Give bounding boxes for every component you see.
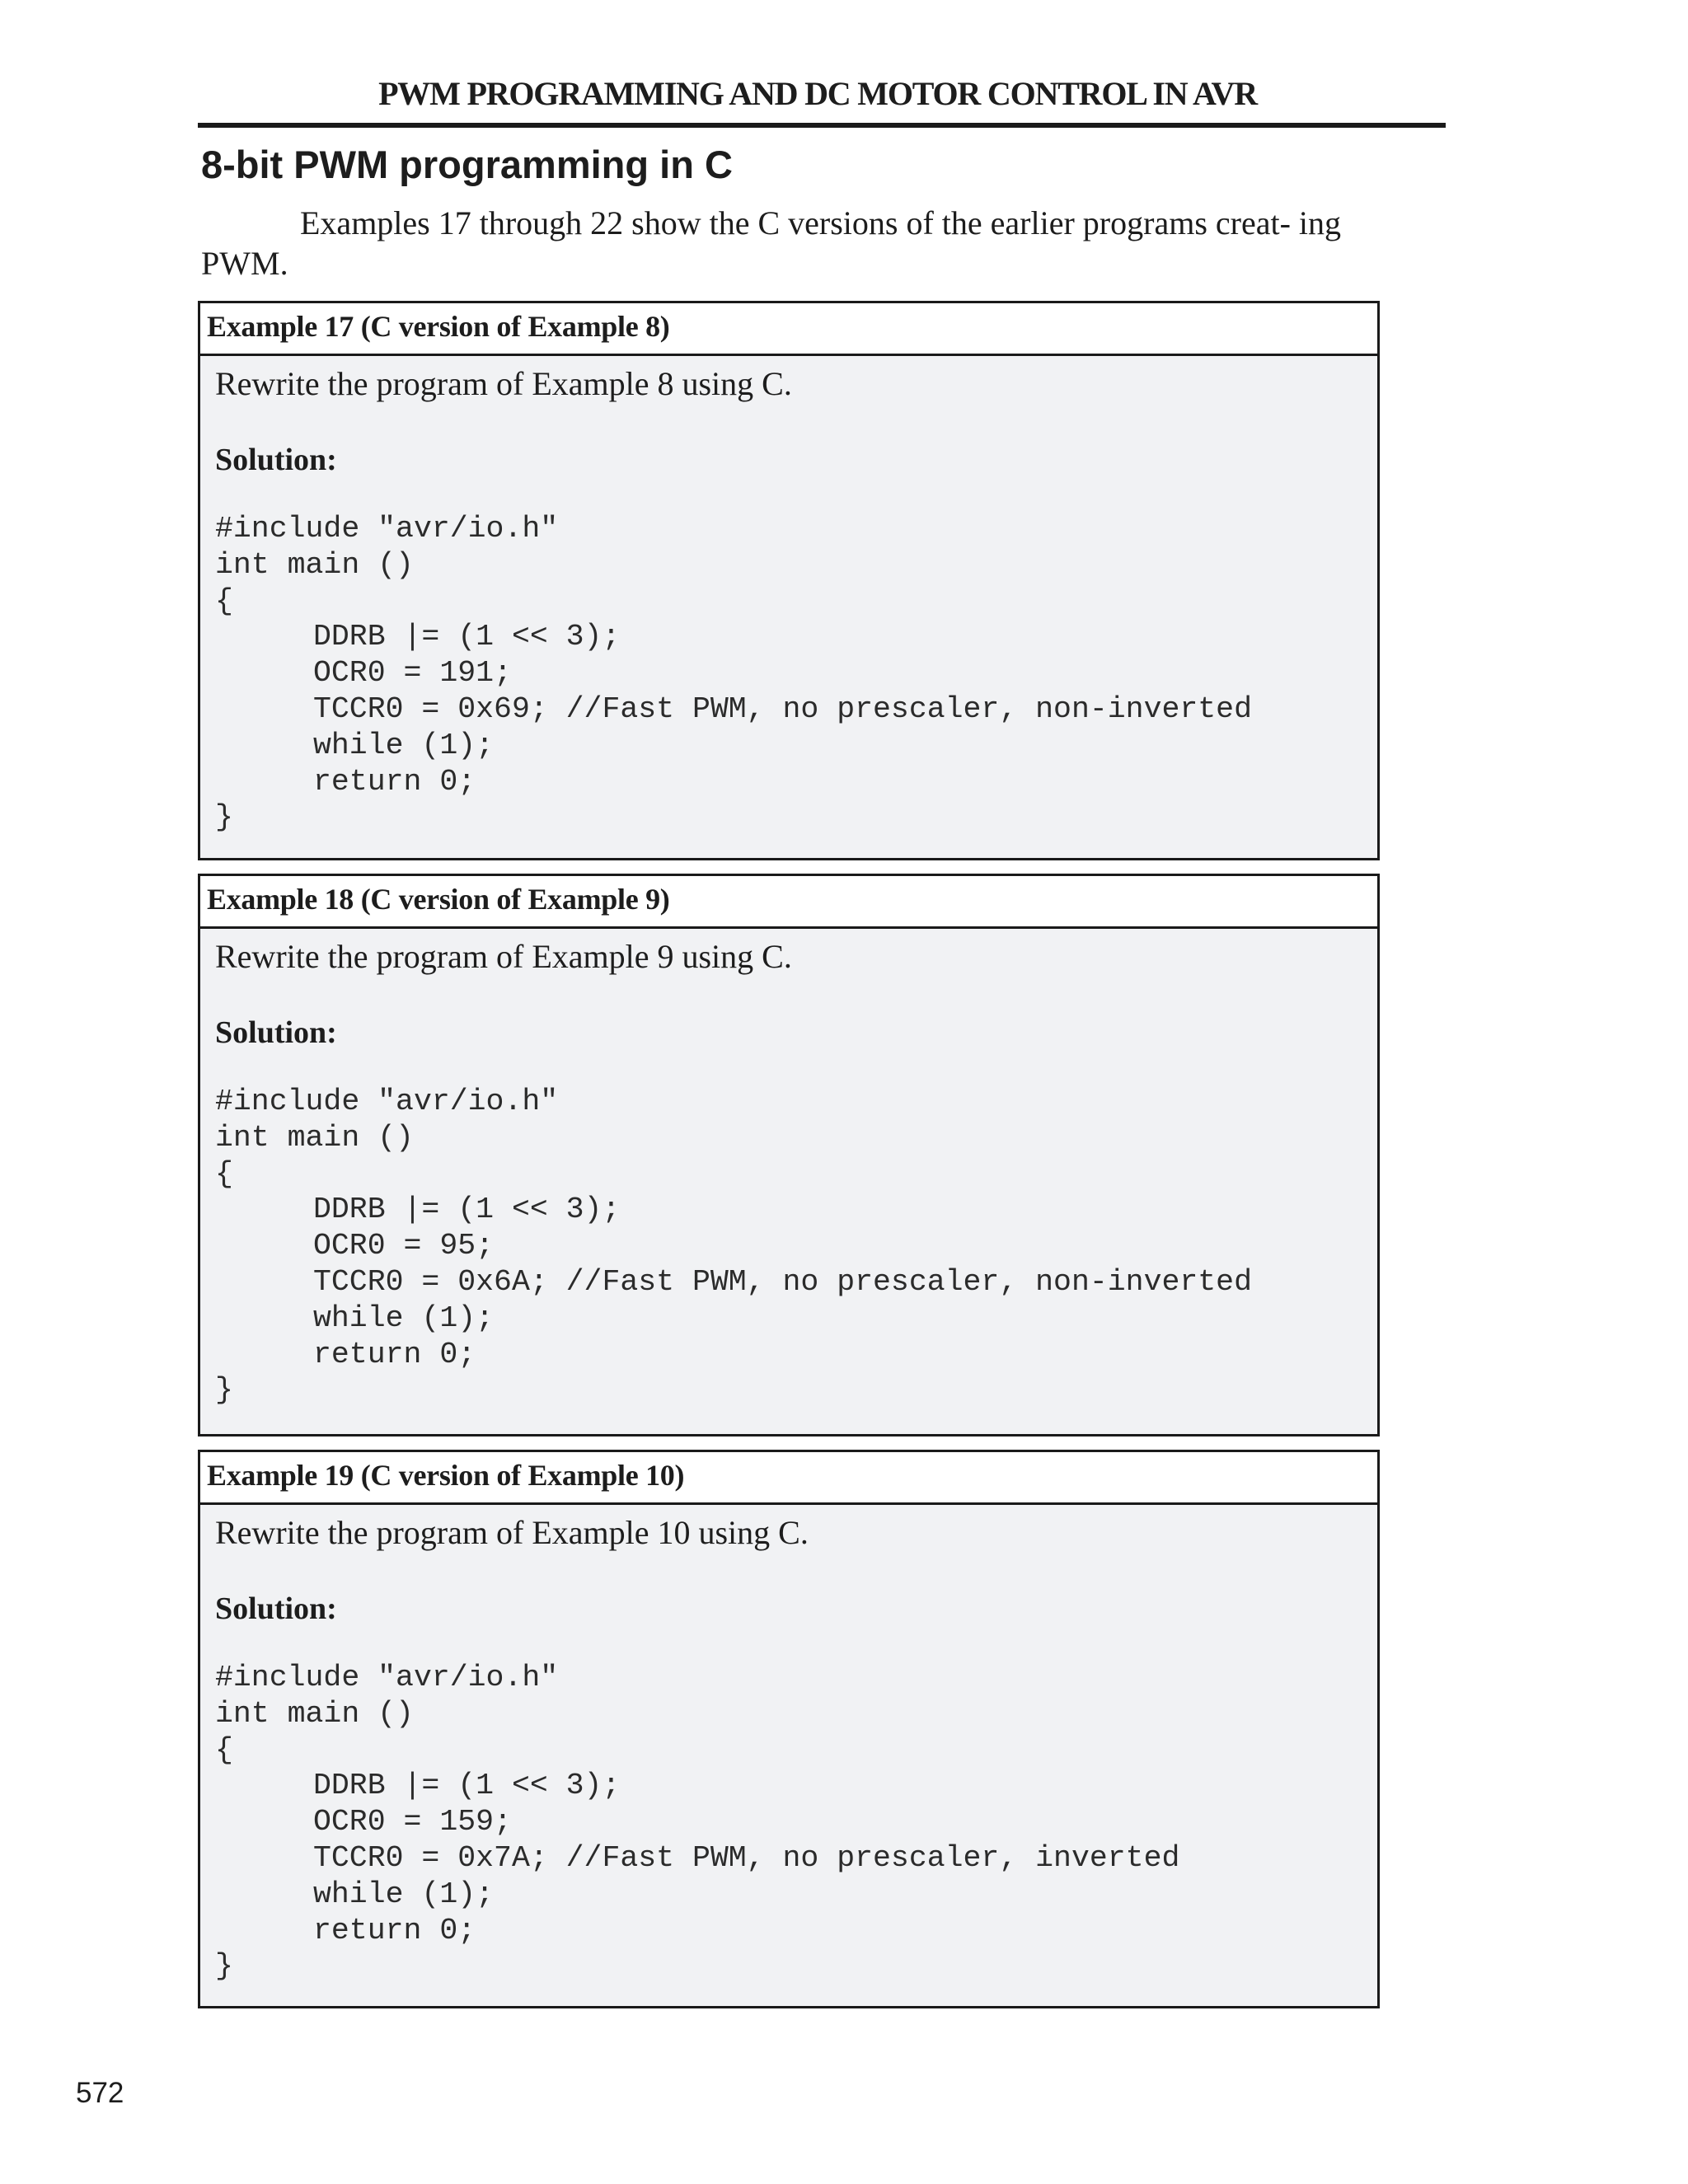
- example-question: Rewrite the program of Example 9 using C.: [215, 938, 792, 975]
- code-line: return 0;: [313, 1913, 476, 1947]
- example-box-19: [198, 1450, 1380, 2008]
- example-box-18: [198, 874, 1380, 1436]
- code-line: while (1);: [313, 1877, 495, 1911]
- code-line: {: [215, 1732, 233, 1767]
- code-line: }: [215, 1373, 233, 1408]
- code-line: TCCR0 = 0x6A; //Fast PWM, no prescaler, non-inverted: [313, 1264, 1252, 1299]
- code-line: int main (): [215, 1120, 414, 1155]
- solution-label: Solution:: [215, 1591, 337, 1626]
- intro-paragraph: [201, 203, 1404, 284]
- code-line: return 0;: [313, 764, 476, 799]
- code-line: #include "avr/io.h": [215, 1085, 559, 1118]
- running-head: PWM PROGRAMMING AND DC MOTOR CONTROL IN AVR: [378, 75, 1257, 112]
- code-line: DDRB |= (1 << 3);: [313, 620, 621, 654]
- header-rule: [198, 123, 1446, 128]
- code-line: OCR0 = 159;: [313, 1805, 512, 1840]
- code-line: OCR0 = 191;: [313, 656, 512, 691]
- example-title: Example 19 (C version of Example 10): [200, 1452, 1377, 1505]
- solution-label: Solution:: [215, 443, 337, 477]
- code-line: return 0;: [313, 1337, 476, 1371]
- example-body: [200, 356, 1377, 836]
- code-line: while (1);: [313, 728, 495, 762]
- code-block: [215, 1084, 1377, 1408]
- code-line: int main (): [215, 547, 414, 582]
- code-line: #include "avr/io.h": [215, 1661, 559, 1694]
- section-title: 8-bit PWM programming in C: [201, 143, 733, 186]
- code-line: while (1);: [313, 1301, 495, 1335]
- code-line: TCCR0 = 0x7A; //Fast PWM, no prescaler, inverted: [313, 1840, 1180, 1875]
- example-box-17: [198, 301, 1380, 860]
- example-title: Example 18 (C version of Example 9): [200, 876, 1377, 929]
- code-block: [215, 511, 1377, 836]
- code-line: OCR0 = 95;: [313, 1229, 495, 1263]
- solution-label: Solution:: [215, 1015, 337, 1050]
- code-line: }: [215, 1949, 233, 1984]
- code-line: #include "avr/io.h": [215, 512, 559, 546]
- code-line: int main (): [215, 1696, 414, 1731]
- intro-text: Examples 17 through 22 show the C versions of the earlier programs creat- ing PWM.: [201, 204, 1342, 282]
- code-line: DDRB |= (1 << 3);: [313, 1193, 621, 1227]
- code-line: {: [215, 583, 233, 618]
- page-number: 572: [76, 2077, 124, 2109]
- example-body: [200, 929, 1377, 1408]
- example-question: Rewrite the program of Example 8 using C.: [215, 365, 792, 402]
- example-question: Rewrite the program of Example 10 using C.: [215, 1514, 809, 1551]
- example-body: [200, 1505, 1377, 1985]
- example-title: Example 17 (C version of Example 8): [200, 303, 1377, 356]
- code-line: TCCR0 = 0x69; //Fast PWM, no prescaler, non-inverted: [313, 691, 1252, 726]
- code-line: {: [215, 1156, 233, 1191]
- code-block: [215, 1660, 1377, 1985]
- code-line: DDRB |= (1 << 3);: [313, 1769, 621, 1803]
- code-line: }: [215, 800, 233, 835]
